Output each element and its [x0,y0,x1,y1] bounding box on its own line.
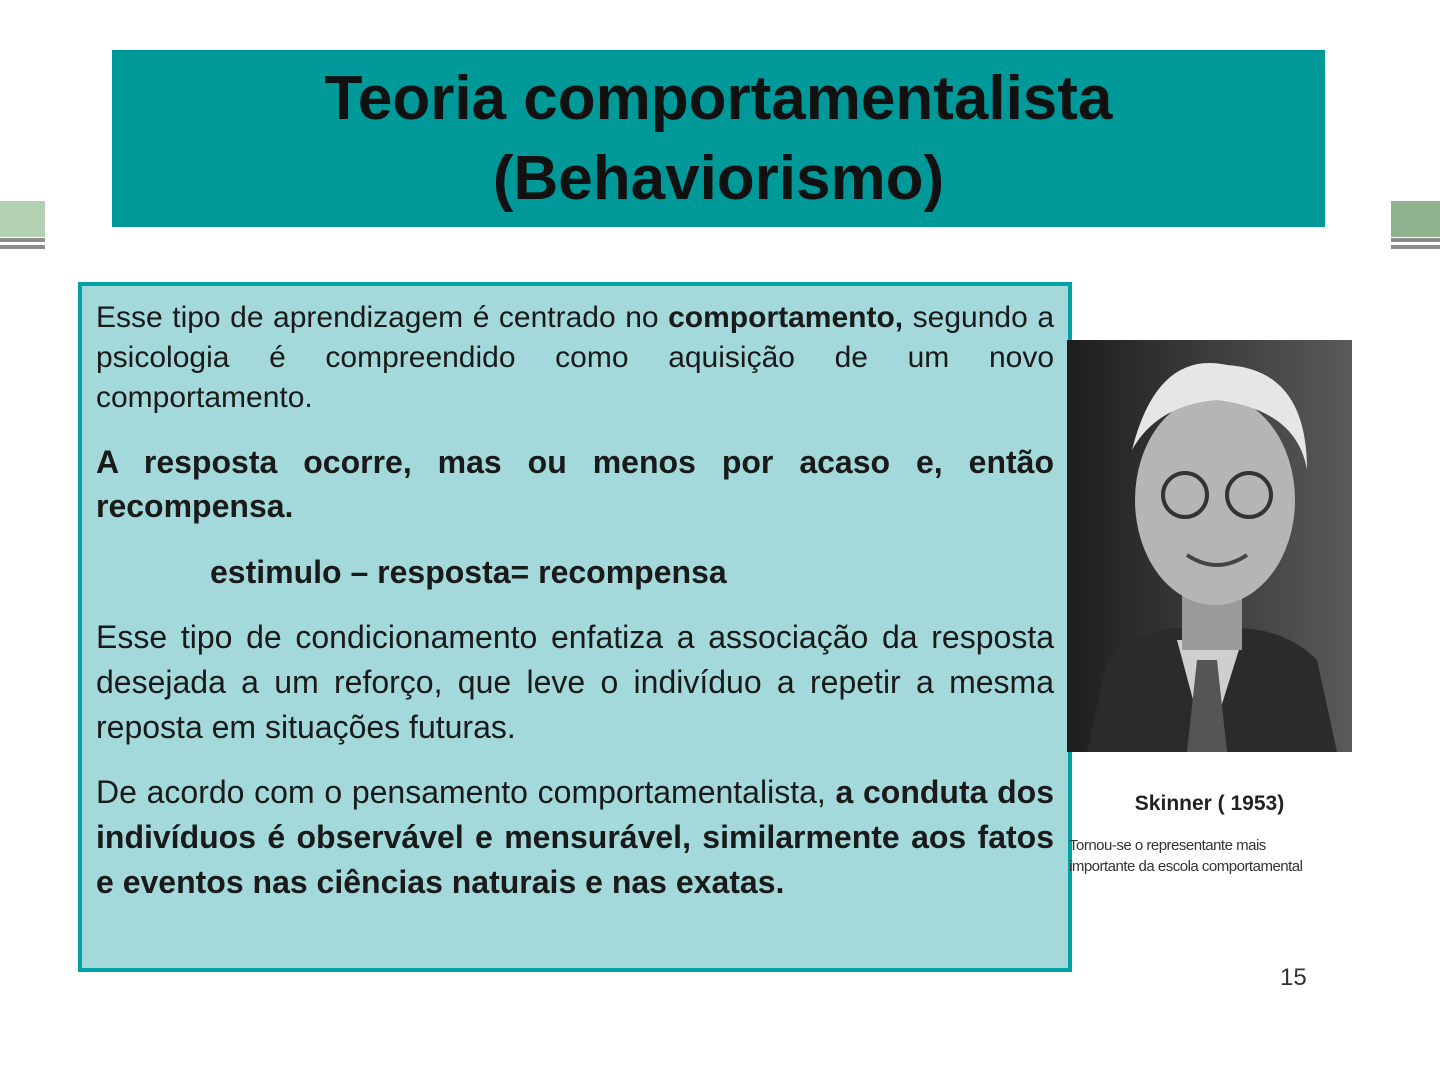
photo-caption-name: Skinner ( 1953) [1134,792,1285,815]
text: Esse tipo de aprendizagem é centrado no [96,301,669,334]
slide-title [112,50,1325,227]
title-line-2: (Behaviorismo) [492,143,945,213]
decor-line-right [1391,238,1440,242]
paragraph-3: Esse tipo de condicionamento enfatiza a associação da resposta desejada a um reforço, que leve o indivíduo a repetir a mesma reposta em situações futuras. [96,619,1054,745]
decor-block-right [1391,201,1440,237]
skinner-portrait [1067,340,1352,752]
paragraph-4 [96,770,1054,905]
caption-line: importante da escola comportamental [1069,858,1303,875]
caption-line: Tornou-se o representante mais [1069,837,1266,854]
content-box [78,282,1072,972]
paragraph-1 [96,298,1054,418]
decor-line-left [0,245,45,249]
text: De acordo com o pensamento comportamentalista, [96,774,836,810]
photo-caption-description [1069,835,1369,877]
paragraph-2: A resposta ocorre, mas ou menos por acaso e, então recompensa. [96,444,1054,524]
page-number: 15 [1280,964,1307,991]
text-bold: a conduta dos indivíduos é observável e mensurável, similarmente aos fatos e eventos nas ciências naturais e nas exatas. [96,774,1054,900]
formula: estimulo – resposta= recompensa [210,554,727,590]
decor-line-right [1391,245,1440,249]
text-bold: comportamento, [668,301,904,334]
decor-line-left [0,238,45,242]
title-line-1: Teoria comportamentalista [324,63,1113,133]
decor-block-left [0,201,45,237]
text: segundo a psicologia é compreendido como aquisição de um novo comportamento. [96,301,1055,414]
